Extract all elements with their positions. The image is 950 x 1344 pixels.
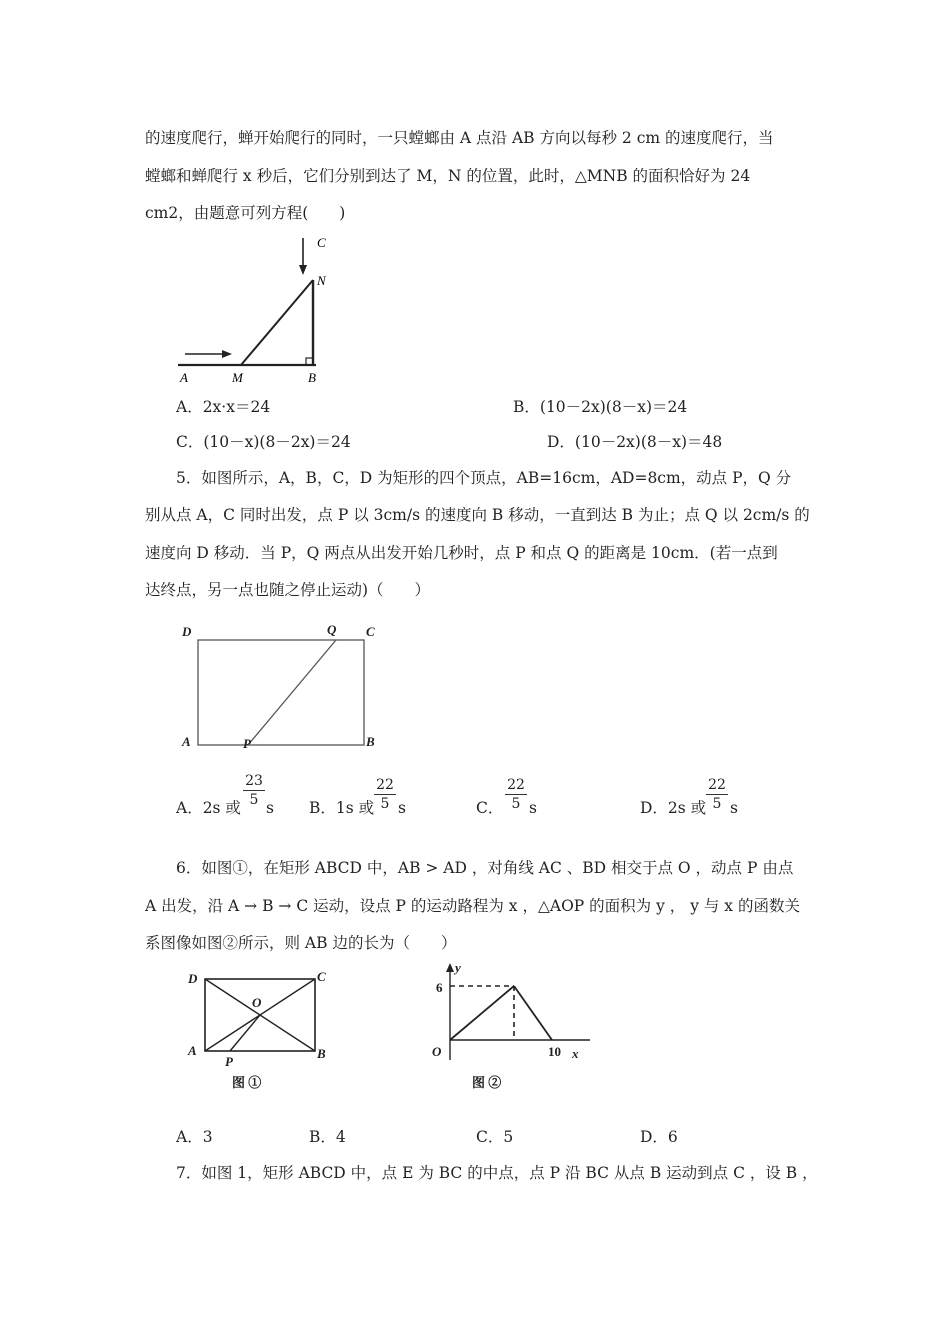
q4-label-a: A — [180, 370, 188, 385]
q6-fig1-label-o: O — [252, 995, 262, 1010]
q5-option-c-prefix: C． — [476, 799, 504, 817]
q5-label-b: B — [366, 734, 375, 749]
q5-option-c-denominator: 5 — [511, 796, 521, 812]
q4-label-m: M — [232, 370, 243, 385]
q4-text-line-1: 的速度爬行，蝉开始爬行的同时，一只螳螂由 A 点沿 AB 方向以每秒 2 cm 的速度爬行，当 — [145, 129, 774, 147]
q6-fig2-label-y: y — [455, 960, 461, 975]
q5-label-p: P — [243, 736, 251, 751]
q5-figure — [180, 615, 390, 755]
q5-option-a-numerator: 23 — [243, 772, 265, 791]
q7-text-line-1: 7．如图 1，矩形 ABCD 中，点 E 为 BC 的中点，点 P 沿 BC 从点 B 运动到点 C ，设 B ， — [176, 1164, 818, 1182]
q6-text-line-3: 系图像如图②所示，则 AB 边的长为（ ） — [145, 934, 457, 952]
q5-text-line-2: 别从点 A，C 同时出发，点 P 以 3cm/s 的速度向 B 移动，一直到达 B 为止；点 Q 以 2cm/s 的 — [145, 506, 810, 524]
q5-option-b-unit: s — [398, 799, 406, 817]
q6-fig2-label-o: O — [432, 1044, 442, 1059]
q4-label-c: C — [317, 235, 326, 250]
q6-fig2-label-x: x — [572, 1046, 579, 1061]
q6-fig1-label-b: B — [317, 1046, 326, 1061]
q6-option-d[interactable]: D．6 — [640, 1128, 678, 1146]
q4-option-a[interactable]: A．2x·x＝24 — [176, 398, 271, 416]
q6-fig2-label-6: 6 — [436, 980, 443, 995]
q5-option-d-denominator: 5 — [712, 796, 722, 812]
q4-text-line-2: 螳螂和蝉爬行 x 秒后，它们分别到达了 M，N 的位置，此时，△MNB 的面积恰好为 24 — [145, 167, 751, 185]
q4-option-b[interactable]: B．(10－2x)(8－x)＝24 — [513, 398, 688, 416]
q5-option-b-fraction — [374, 776, 396, 813]
q5-label-a: A — [182, 734, 191, 749]
q5-option-c-unit: s — [529, 799, 537, 817]
q6-figure-1 — [180, 965, 340, 1100]
q6-fig1-label-p: P — [225, 1054, 233, 1069]
q6-figure-2 — [420, 960, 600, 1095]
q5-text-line-1: 5．如图所示，A，B，C，D 为矩形的四个顶点，AB=16cm，AD=8cm，动点 P，Q 分 — [176, 469, 792, 487]
q6-fig1-label-d: D — [188, 971, 198, 986]
q6-fig1-caption: 图 ① — [232, 1075, 262, 1090]
q5-option-a-fraction — [243, 772, 265, 809]
q4-option-c[interactable]: C．(10－x)(8－2x)＝24 — [176, 433, 351, 451]
q6-option-a[interactable]: A．3 — [176, 1128, 213, 1146]
q5-text-line-3: 速度向 D 移动．当 P，Q 两点从出发开始几秒时，点 P 和点 Q 的距离是 10cm．(若一点到 — [145, 544, 778, 562]
q6-text-line-2: A 出发，沿 A → B → C 运动，设点 P 的运动路程为 x ，△AOP 的面积为 y ， y 与 x 的函数关 — [145, 897, 800, 915]
q6-fig1-label-a: A — [188, 1043, 197, 1058]
q5-label-d: D — [182, 624, 192, 639]
q4-label-n: N — [317, 273, 326, 288]
q5-option-d-fraction — [706, 776, 728, 813]
q6-fig2-label-10: 10 — [548, 1044, 561, 1059]
q5-option-d-prefix: D．2s 或 — [640, 799, 707, 817]
q5-option-a-denominator: 5 — [249, 792, 259, 808]
q6-option-b[interactable]: B．4 — [309, 1128, 346, 1146]
q5-option-b-denominator: 5 — [380, 796, 390, 812]
q5-option-b-prefix: B．1s 或 — [309, 799, 375, 817]
q5-option-a-unit: s — [266, 799, 274, 817]
q4-figure — [170, 230, 340, 390]
q4-option-d[interactable]: D．(10－2x)(8－x)＝48 — [547, 433, 723, 451]
q5-text-line-4: 达终点，另一点也随之停止运动)（ ） — [145, 581, 431, 599]
q6-fig1-label-c: C — [317, 969, 326, 984]
q5-option-c-numerator: 22 — [505, 776, 527, 795]
q5-option-d-unit: s — [730, 799, 738, 817]
q4-text-line-3: cm2，由题意可列方程( ) — [145, 204, 346, 222]
q4-label-b: B — [308, 370, 316, 385]
q5-label-c: C — [366, 624, 375, 639]
q5-option-c-fraction — [505, 776, 527, 813]
q6-text-line-1: 6．如图①，在矩形 ABCD 中，AB > AD ，对角线 AC 、BD 相交于点 O ，动点 P 由点 — [176, 859, 794, 877]
q5-option-b-numerator: 22 — [374, 776, 396, 795]
q5-option-a-prefix: A．2s 或 — [176, 799, 241, 817]
q5-label-q: Q — [327, 622, 337, 637]
q6-option-c[interactable]: C．5 — [476, 1128, 514, 1146]
q6-fig2-caption: 图 ② — [472, 1075, 502, 1090]
q5-option-d-numerator: 22 — [706, 776, 728, 795]
